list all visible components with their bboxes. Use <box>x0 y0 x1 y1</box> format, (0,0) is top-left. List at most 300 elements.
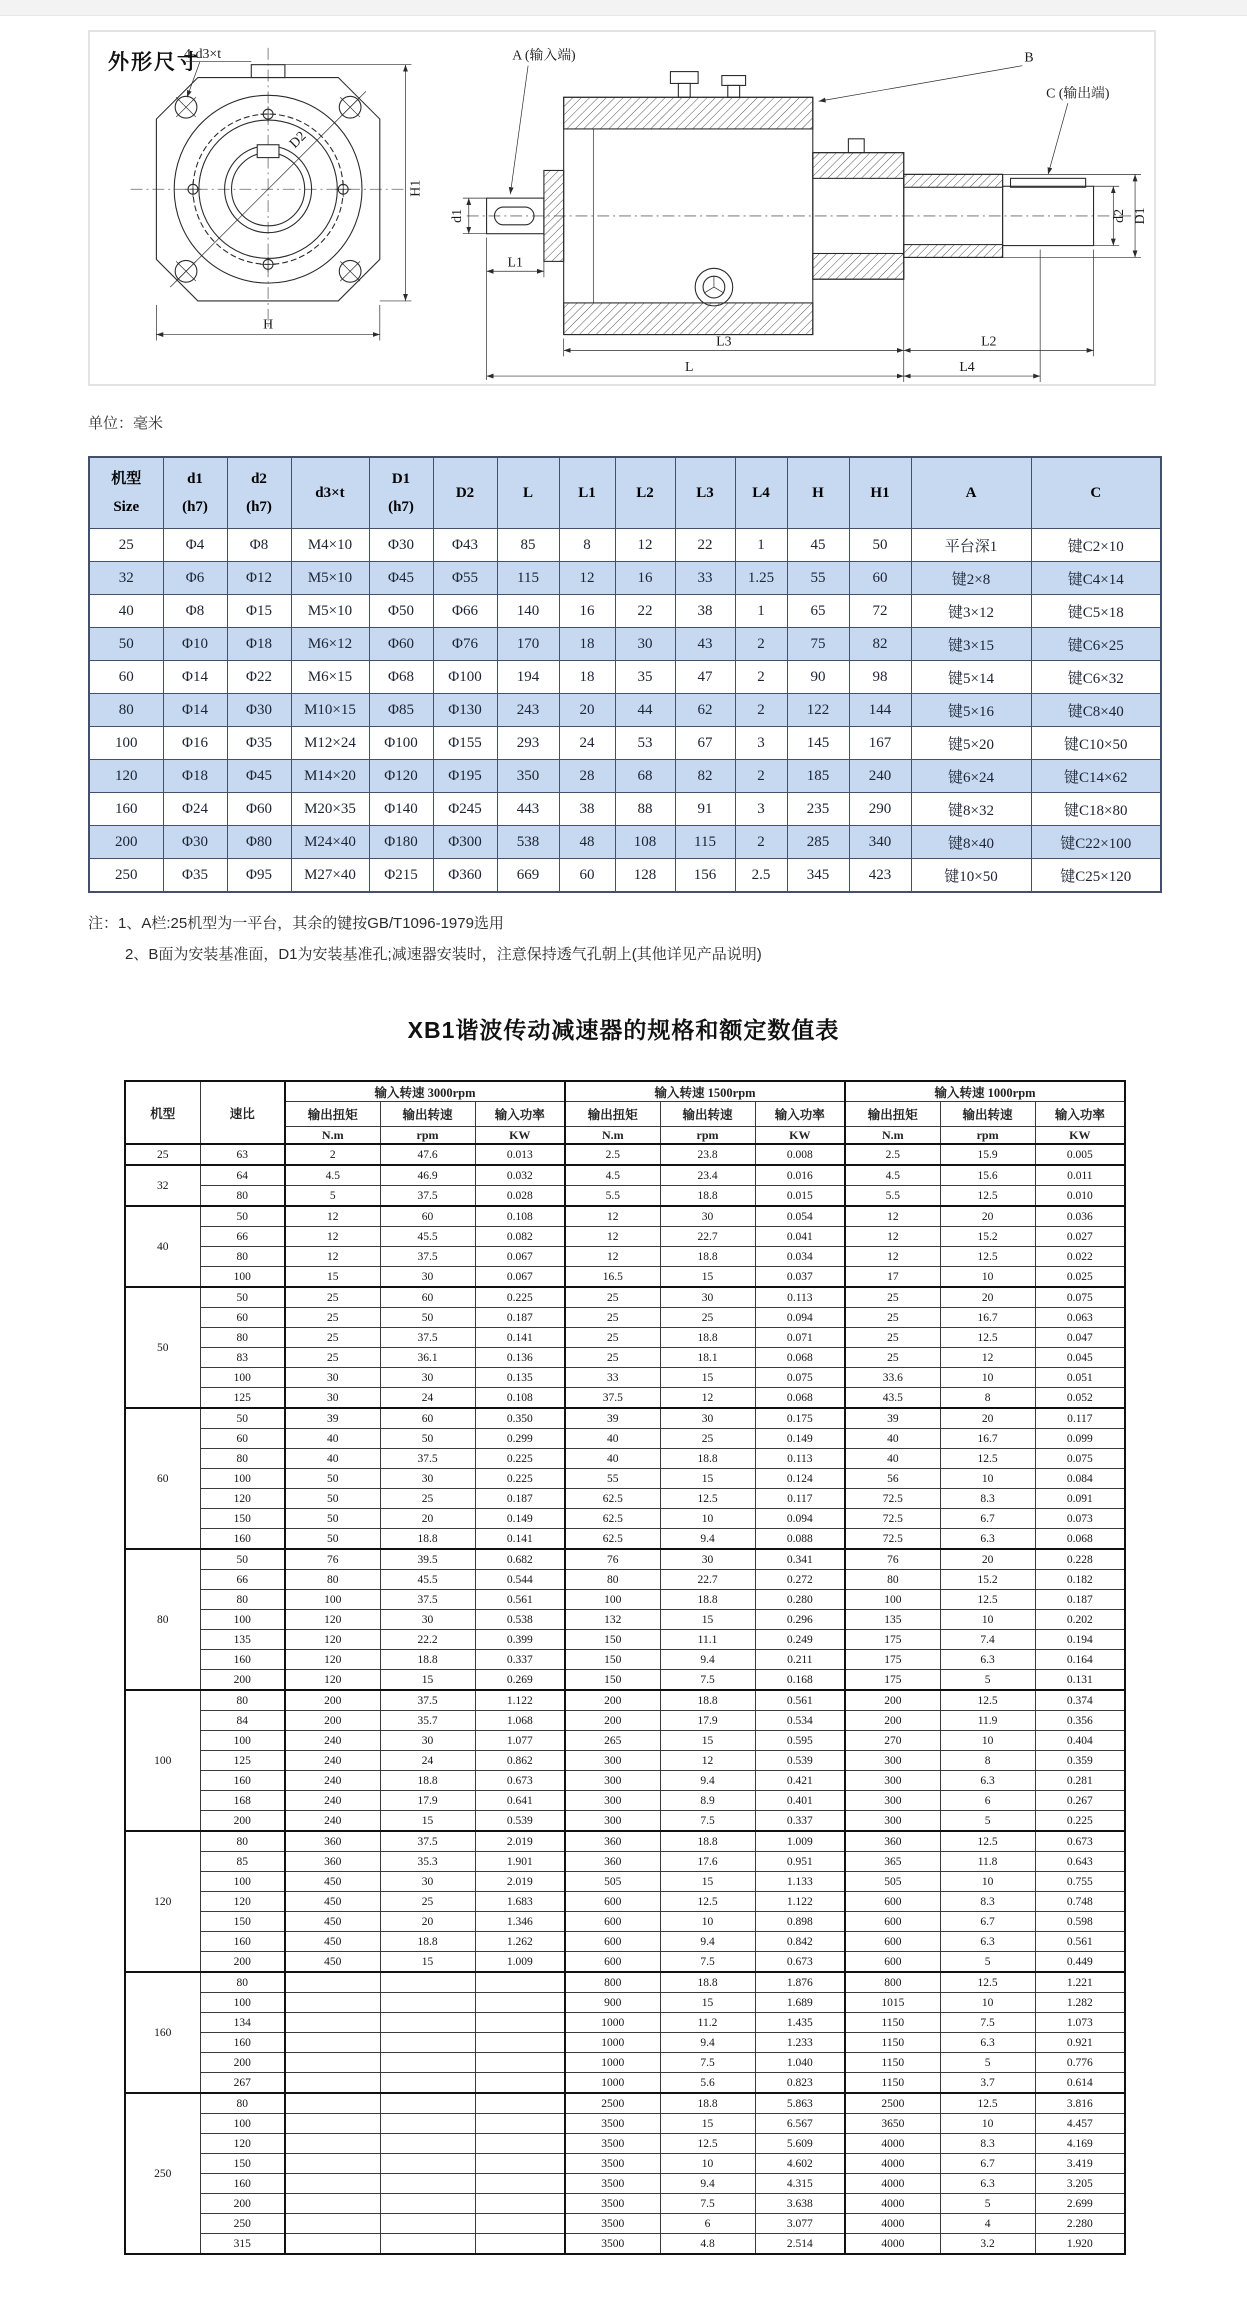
model-cell: 80 <box>125 1549 200 1690</box>
spec-value-cell: 4000 <box>845 2174 940 2194</box>
spec-value-cell: 0.075 <box>755 1368 845 1388</box>
unit-kw: KW <box>1035 1127 1125 1145</box>
spec-row <box>125 1144 1125 1165</box>
spec-value-cell: 450 <box>285 1912 380 1932</box>
spec-value-cell: 8.9 <box>660 1791 755 1811</box>
spec-value-cell: 6.7 <box>940 1509 1035 1529</box>
spec-value-cell: 30 <box>380 1368 475 1388</box>
dim-table-row <box>89 826 1161 859</box>
spec-value-cell: 0.068 <box>1035 1529 1125 1550</box>
col-input-power: 输入功率 <box>755 1102 845 1127</box>
spec-row <box>125 1227 1125 1247</box>
spec-value-cell: 0.267 <box>1035 1791 1125 1811</box>
dim-col-header: L4 <box>735 457 787 529</box>
spec-value-cell: 0.036 <box>1035 1206 1125 1227</box>
dim-cell: 键6×24 <box>911 760 1031 793</box>
ratio-cell: 80 <box>200 1831 285 1852</box>
dim-cell: 28 <box>559 760 615 793</box>
spec-row <box>125 2134 1125 2154</box>
spec-value-cell: 10 <box>660 2154 755 2174</box>
spec-value-cell <box>285 2234 380 2255</box>
dim-cell: Φ35 <box>227 727 291 760</box>
ratio-cell: 50 <box>200 1206 285 1227</box>
dim-col-header: C <box>1031 457 1161 529</box>
spec-value-cell: 12 <box>660 1388 755 1409</box>
spec-value-cell: 5.6 <box>660 2073 755 2094</box>
ratio-cell: 200 <box>200 2194 285 2214</box>
dim-cell: 285 <box>787 826 849 859</box>
spec-value-cell: 17.6 <box>660 1852 755 1872</box>
spec-value-cell: 1150 <box>845 2033 940 2053</box>
spec-value-cell: 6.7 <box>940 1912 1035 1932</box>
ratio-cell: 66 <box>200 1227 285 1247</box>
spec-value-cell: 0.682 <box>475 1549 565 1570</box>
dim-cell: Φ80 <box>227 826 291 859</box>
spec-value-cell: 16.5 <box>565 1267 660 1288</box>
spec-value-cell: 1.068 <box>475 1711 565 1731</box>
spec-value-cell <box>285 1993 380 2013</box>
spec-value-cell: 1000 <box>565 2013 660 2033</box>
ratio-cell: 267 <box>200 2073 285 2094</box>
spec-value-cell: 0.755 <box>1035 1872 1125 1892</box>
spec-value-cell: 0.067 <box>475 1247 565 1267</box>
spec-value-cell: 5 <box>940 1952 1035 1973</box>
spec-row <box>125 1771 1125 1791</box>
spec-value-cell: 0.539 <box>475 1811 565 1832</box>
model-cell: 40 <box>125 1206 200 1287</box>
dim-cell: 50 <box>89 628 163 661</box>
spec-value-cell: 40 <box>845 1449 940 1469</box>
spec-value-cell: 20 <box>940 1549 1035 1570</box>
spec-value-cell: 9.4 <box>660 2033 755 2053</box>
spec-value-cell: 6.3 <box>940 2174 1035 2194</box>
dim-cell: 键5×20 <box>911 727 1031 760</box>
spec-value-cell: 3500 <box>565 2194 660 2214</box>
unit-nm: N.m <box>285 1127 380 1145</box>
spec-value-cell: 3650 <box>845 2114 940 2134</box>
spec-value-cell: 0.449 <box>1035 1952 1125 1973</box>
spec-value-cell: 10 <box>940 1267 1035 1288</box>
spec-value-cell: 0.399 <box>475 1630 565 1650</box>
ratio-cell: 160 <box>200 1932 285 1952</box>
spec-row <box>125 1247 1125 1267</box>
spec-value-cell: 1150 <box>845 2013 940 2033</box>
spec-value-cell: 0.211 <box>755 1650 845 1670</box>
spec-value-cell: 12.5 <box>940 1186 1035 1207</box>
spec-value-cell: 2.019 <box>475 1872 565 1892</box>
spec-value-cell: 18.8 <box>380 1771 475 1791</box>
dim-cell: 键C6×32 <box>1031 661 1161 694</box>
spec-value-cell: 18.8 <box>380 1529 475 1550</box>
spec-value-cell: 12 <box>845 1206 940 1227</box>
dim-cell: Φ76 <box>433 628 497 661</box>
dim-cell: 98 <box>849 661 911 694</box>
dim-cell: Φ14 <box>163 661 227 694</box>
col-output-speed: 输出转速 <box>940 1102 1035 1127</box>
ratio-cell: 100 <box>200 2114 285 2134</box>
dim-cell: Φ8 <box>163 595 227 628</box>
spec-value-cell: 7.5 <box>660 1952 755 1973</box>
spec-value-cell: 25 <box>285 1328 380 1348</box>
spec-value-cell: 15 <box>380 1952 475 1973</box>
spec-value-cell: 25 <box>565 1308 660 1328</box>
spec-value-cell: 4000 <box>845 2134 940 2154</box>
spec-value-cell: 265 <box>565 1731 660 1751</box>
spec-row <box>125 2013 1125 2033</box>
spec-value-cell: 25 <box>845 1348 940 1368</box>
dim-cell: 22 <box>675 529 735 562</box>
ratio-cell: 120 <box>200 1892 285 1912</box>
spec-value-cell: 300 <box>565 1811 660 1832</box>
ratio-cell: 160 <box>200 1771 285 1791</box>
ratio-cell: 150 <box>200 1912 285 1932</box>
spec-value-cell: 12 <box>845 1247 940 1267</box>
spec-value-cell: 0.034 <box>755 1247 845 1267</box>
col-output-torque: 输出扭矩 <box>285 1102 380 1127</box>
spec-table-title: XB1谐波传动减速器的规格和额定数值表 <box>407 1017 840 1043</box>
spec-row <box>125 1429 1125 1449</box>
spec-value-cell: 3500 <box>565 2114 660 2134</box>
spec-value-cell: 1.133 <box>755 1872 845 1892</box>
ratio-cell: 120 <box>200 2134 285 2154</box>
spec-value-cell: 7.5 <box>660 2053 755 2073</box>
spec-value-cell: 0.614 <box>1035 2073 1125 2094</box>
dim-col-header: D2 <box>433 457 497 529</box>
spec-value-cell: 0.068 <box>755 1348 845 1368</box>
ratio-cell: 85 <box>200 1852 285 1872</box>
dim-cell: 12 <box>615 529 675 562</box>
spec-value-cell: 56 <box>845 1469 940 1489</box>
dim-cell: 48 <box>559 826 615 859</box>
spec-row <box>125 1590 1125 1610</box>
spec-value-cell: 1.920 <box>1035 2234 1125 2255</box>
spec-value-cell: 8.3 <box>940 2134 1035 2154</box>
spec-row <box>125 1952 1125 1973</box>
dim-cell: Φ155 <box>433 727 497 760</box>
spec-value-cell: 0.067 <box>475 1267 565 1288</box>
spec-value-cell: 0.149 <box>475 1509 565 1529</box>
spec-value-cell <box>475 2053 565 2073</box>
spec-row <box>125 1831 1125 1852</box>
spec-value-cell: 5 <box>940 2053 1035 2073</box>
spec-row <box>125 1408 1125 1429</box>
spec-value-cell: 3.638 <box>755 2194 845 2214</box>
spec-row <box>125 1328 1125 1348</box>
spec-value-cell: 15.2 <box>940 1570 1035 1590</box>
spec-value-cell: 4000 <box>845 2214 940 2234</box>
dim-cell: 38 <box>559 793 615 826</box>
spec-value-cell: 0.108 <box>475 1206 565 1227</box>
spec-value-cell: 25 <box>380 1892 475 1912</box>
spec-value-cell <box>285 2194 380 2214</box>
spec-value-cell: 8.3 <box>940 1489 1035 1509</box>
spec-value-cell: 0.823 <box>755 2073 845 2094</box>
spec-row <box>125 2073 1125 2094</box>
spec-value-cell: 72.5 <box>845 1509 940 1529</box>
spec-value-cell: 12 <box>285 1227 380 1247</box>
spec-value-cell <box>285 2093 380 2114</box>
dim-table-row <box>89 859 1161 893</box>
spec-value-cell: 0.421 <box>755 1771 845 1791</box>
spec-value-cell: 5.5 <box>845 1186 940 1207</box>
dim-col-header: L2 <box>615 457 675 529</box>
dim-cell: 423 <box>849 859 911 893</box>
spec-value-cell: 46.9 <box>380 1165 475 1186</box>
spec-value-cell: 0.673 <box>755 1952 845 1973</box>
spec-value-cell: 1.346 <box>475 1912 565 1932</box>
spec-value-cell: 20 <box>380 1509 475 1529</box>
spec-value-cell: 76 <box>845 1549 940 1570</box>
spec-value-cell: 600 <box>565 1932 660 1952</box>
dim-cell: 43 <box>675 628 735 661</box>
spec-value-cell <box>475 2214 565 2234</box>
spec-value-cell: 62.5 <box>565 1509 660 1529</box>
spec-value-cell: 3500 <box>565 2154 660 2174</box>
ratio-cell: 134 <box>200 2013 285 2033</box>
dim-label-l4: L4 <box>959 359 975 375</box>
spec-value-cell: 0.073 <box>1035 1509 1125 1529</box>
unit-nm: N.m <box>845 1127 940 1145</box>
spec-value-cell: 6.3 <box>940 1529 1035 1550</box>
spec-value-cell: 0.015 <box>755 1186 845 1207</box>
spec-value-cell: 30 <box>660 1206 755 1227</box>
spec-value-cell: 175 <box>845 1630 940 1650</box>
ratio-cell: 100 <box>200 1469 285 1489</box>
spec-value-cell: 1.077 <box>475 1731 565 1751</box>
dim-col-header: H1 <box>849 457 911 529</box>
dim-cell: 144 <box>849 694 911 727</box>
side-view <box>449 47 1147 382</box>
spec-value-cell: 12.5 <box>940 1247 1035 1267</box>
spec-value-cell: 3.7 <box>940 2073 1035 2094</box>
spec-value-cell: 0.082 <box>475 1227 565 1247</box>
spec-value-cell: 1.221 <box>1035 1972 1125 1993</box>
spec-value-cell: 12 <box>285 1206 380 1227</box>
dim-cell: 键3×12 <box>911 595 1031 628</box>
dim-cell: Φ22 <box>227 661 291 694</box>
unit-rpm: rpm <box>940 1127 1035 1145</box>
spec-value-cell: 9.4 <box>660 1771 755 1791</box>
spec-value-cell: 1.040 <box>755 2053 845 2073</box>
spec-value-cell: 5 <box>940 1670 1035 1691</box>
dim-cell: 2 <box>735 694 787 727</box>
spec-value-cell: 0.010 <box>1035 1186 1125 1207</box>
spec-value-cell: 12.5 <box>940 1449 1035 1469</box>
dim-cell: 16 <box>615 562 675 595</box>
spec-value-cell: 0.404 <box>1035 1731 1125 1751</box>
spec-value-cell: 10 <box>940 1872 1035 1892</box>
spec-value-cell: 150 <box>565 1650 660 1670</box>
spec-value-cell <box>475 2134 565 2154</box>
spec-value-cell: 18.8 <box>660 1328 755 1348</box>
spec-value-cell: 0.776 <box>1035 2053 1125 2073</box>
dim-cell: Φ30 <box>227 694 291 727</box>
spec-value-cell: 37.5 <box>380 1449 475 1469</box>
ratio-cell: 63 <box>200 1144 285 1165</box>
dim-cell: 键5×16 <box>911 694 1031 727</box>
dim-cell: Φ55 <box>433 562 497 595</box>
dim-cell: 2.5 <box>735 859 787 893</box>
spec-value-cell: 72.5 <box>845 1489 940 1509</box>
dim-cell: 160 <box>89 793 163 826</box>
spec-value-cell: 1.009 <box>475 1952 565 1973</box>
dim-cell: 44 <box>615 694 675 727</box>
spec-value-cell <box>475 1972 565 1993</box>
spec-value-cell: 0.673 <box>475 1771 565 1791</box>
ratio-cell: 200 <box>200 2053 285 2073</box>
spec-value-cell: 5.5 <box>565 1186 660 1207</box>
ratio-cell: 135 <box>200 1630 285 1650</box>
spec-value-cell: 37.5 <box>380 1186 475 1207</box>
spec-value-cell: 10 <box>940 2114 1035 2134</box>
ratio-cell: 50 <box>200 1549 285 1570</box>
spec-value-cell: 10 <box>940 1993 1035 2013</box>
ratio-cell: 50 <box>200 1287 285 1308</box>
outline-drawing-svg <box>90 36 1154 382</box>
spec-value-cell <box>475 2194 565 2214</box>
spec-value-cell: 37.5 <box>380 1328 475 1348</box>
unit-label: 单位：毫米 <box>88 415 164 432</box>
spec-value-cell: 12.5 <box>660 2134 755 2154</box>
spec-value-cell: 9.4 <box>660 1650 755 1670</box>
spec-value-cell: 600 <box>565 1892 660 1912</box>
spec-row <box>125 1610 1125 1630</box>
dim-cell: 60 <box>849 562 911 595</box>
spec-value-cell: 0.862 <box>475 1751 565 1771</box>
spec-value-cell: 40 <box>285 1449 380 1469</box>
spec-value-cell: 0.272 <box>755 1570 845 1590</box>
dim-cell: Φ60 <box>227 793 291 826</box>
spec-value-cell: 5 <box>285 1186 380 1207</box>
dim-cell: Φ10 <box>163 628 227 661</box>
dim-cell: Φ30 <box>369 529 433 562</box>
spec-value-cell: 1000 <box>565 2033 660 2053</box>
spec-value-cell: 800 <box>845 1972 940 1993</box>
spec-value-cell: 300 <box>845 1771 940 1791</box>
spec-row <box>125 2114 1125 2134</box>
dim-cell: Φ95 <box>227 859 291 893</box>
spec-value-cell: 18.8 <box>660 1247 755 1267</box>
dim-cell: Φ45 <box>369 562 433 595</box>
dim-label-l1: L1 <box>507 254 523 270</box>
spec-value-cell: 240 <box>285 1811 380 1832</box>
spec-value-cell: 17.9 <box>660 1711 755 1731</box>
spec-value-cell: 40 <box>565 1449 660 1469</box>
dim-cell: 443 <box>497 793 559 826</box>
spec-value-cell: 12.5 <box>940 1972 1035 1993</box>
dim-cell: 键C25×120 <box>1031 859 1161 893</box>
spec-value-cell: 76 <box>285 1549 380 1570</box>
dim-cell: 340 <box>849 826 911 859</box>
spec-value-cell: 450 <box>285 1932 380 1952</box>
spec-value-cell: 0.898 <box>755 1912 845 1932</box>
dim-cell: 2 <box>735 760 787 793</box>
spec-value-cell: 3.205 <box>1035 2174 1125 2194</box>
spec-value-cell <box>475 2073 565 2094</box>
spec-value-cell <box>285 1972 380 1993</box>
spec-value-cell: 4.8 <box>660 2234 755 2255</box>
spec-value-cell: 24 <box>380 1388 475 1409</box>
spec-value-cell: 0.842 <box>755 1932 845 1952</box>
model-cell: 120 <box>125 1831 200 1972</box>
spec-value-cell: 0.135 <box>475 1368 565 1388</box>
spec-value-cell: 10 <box>940 1610 1035 1630</box>
spec-value-cell: 0.016 <box>755 1165 845 1186</box>
spec-value-cell <box>380 2053 475 2073</box>
spec-value-cell: 1.009 <box>755 1831 845 1852</box>
spec-value-cell: 12 <box>660 1751 755 1771</box>
spec-value-cell: 9.4 <box>660 1529 755 1550</box>
dim-cell: 12 <box>559 562 615 595</box>
spec-row <box>125 1811 1125 1832</box>
spec-row <box>125 1993 1125 2013</box>
dim-cell: Φ12 <box>227 562 291 595</box>
spec-value-cell: 300 <box>845 1791 940 1811</box>
spec-value-cell: 12 <box>565 1227 660 1247</box>
spec-value-cell: 15 <box>285 1267 380 1288</box>
spec-value-cell: 12.5 <box>660 1892 755 1912</box>
dim-col-header: A <box>911 457 1031 529</box>
dim-cell: M5×10 <box>291 595 369 628</box>
spec-value-cell <box>285 2013 380 2033</box>
ratio-cell: 125 <box>200 1751 285 1771</box>
spec-value-cell: 450 <box>285 1892 380 1912</box>
spec-value-cell: 0.032 <box>475 1165 565 1186</box>
spec-value-cell: 25 <box>565 1328 660 1348</box>
ratio-cell: 200 <box>200 1811 285 1832</box>
dim-cell: 22 <box>615 595 675 628</box>
dim-cell: Φ60 <box>369 628 433 661</box>
spec-value-cell: 0.149 <box>755 1429 845 1449</box>
spec-value-cell: 200 <box>565 1690 660 1711</box>
spec-value-cell: 5 <box>940 1811 1035 1832</box>
spec-value-cell: 135 <box>845 1610 940 1630</box>
ratio-cell: 83 <box>200 1348 285 1368</box>
spec-row <box>125 2093 1125 2114</box>
spec-value-cell: 17.9 <box>380 1791 475 1811</box>
spec-value-cell <box>285 2053 380 2073</box>
dim-cell: M12×24 <box>291 727 369 760</box>
ratio-cell: 315 <box>200 2234 285 2255</box>
spec-value-cell: 15 <box>660 1610 755 1630</box>
spec-row <box>125 1630 1125 1650</box>
dim-cell: Φ85 <box>369 694 433 727</box>
dim-cell: M6×15 <box>291 661 369 694</box>
spec-value-cell: 1.122 <box>755 1892 845 1912</box>
spec-value-cell: 0.028 <box>475 1186 565 1207</box>
spec-value-cell: 100 <box>845 1590 940 1610</box>
spec-value-cell: 0.280 <box>755 1590 845 1610</box>
spec-value-cell: 0.598 <box>1035 1912 1125 1932</box>
dim-cell: M14×20 <box>291 760 369 793</box>
spec-value-cell <box>380 1972 475 1993</box>
ratio-cell: 120 <box>200 1489 285 1509</box>
spec-value-cell: 300 <box>845 1811 940 1832</box>
spec-value-cell: 23.8 <box>660 1144 755 1165</box>
ratio-cell: 100 <box>200 1731 285 1751</box>
spec-value-cell: 1.435 <box>755 2013 845 2033</box>
spec-row <box>125 2214 1125 2234</box>
spec-value-cell: 20 <box>380 1912 475 1932</box>
spec-value-cell: 22.7 <box>660 1227 755 1247</box>
spec-value-cell: 5.609 <box>755 2134 845 2154</box>
spec-value-cell: 25 <box>845 1287 940 1308</box>
dim-table-row <box>89 628 1161 661</box>
dim-label-bolt-holes: 4-d3×t <box>184 45 222 61</box>
unit-kw: KW <box>755 1127 845 1145</box>
spec-value-cell <box>285 2114 380 2134</box>
dim-cell: 68 <box>615 760 675 793</box>
